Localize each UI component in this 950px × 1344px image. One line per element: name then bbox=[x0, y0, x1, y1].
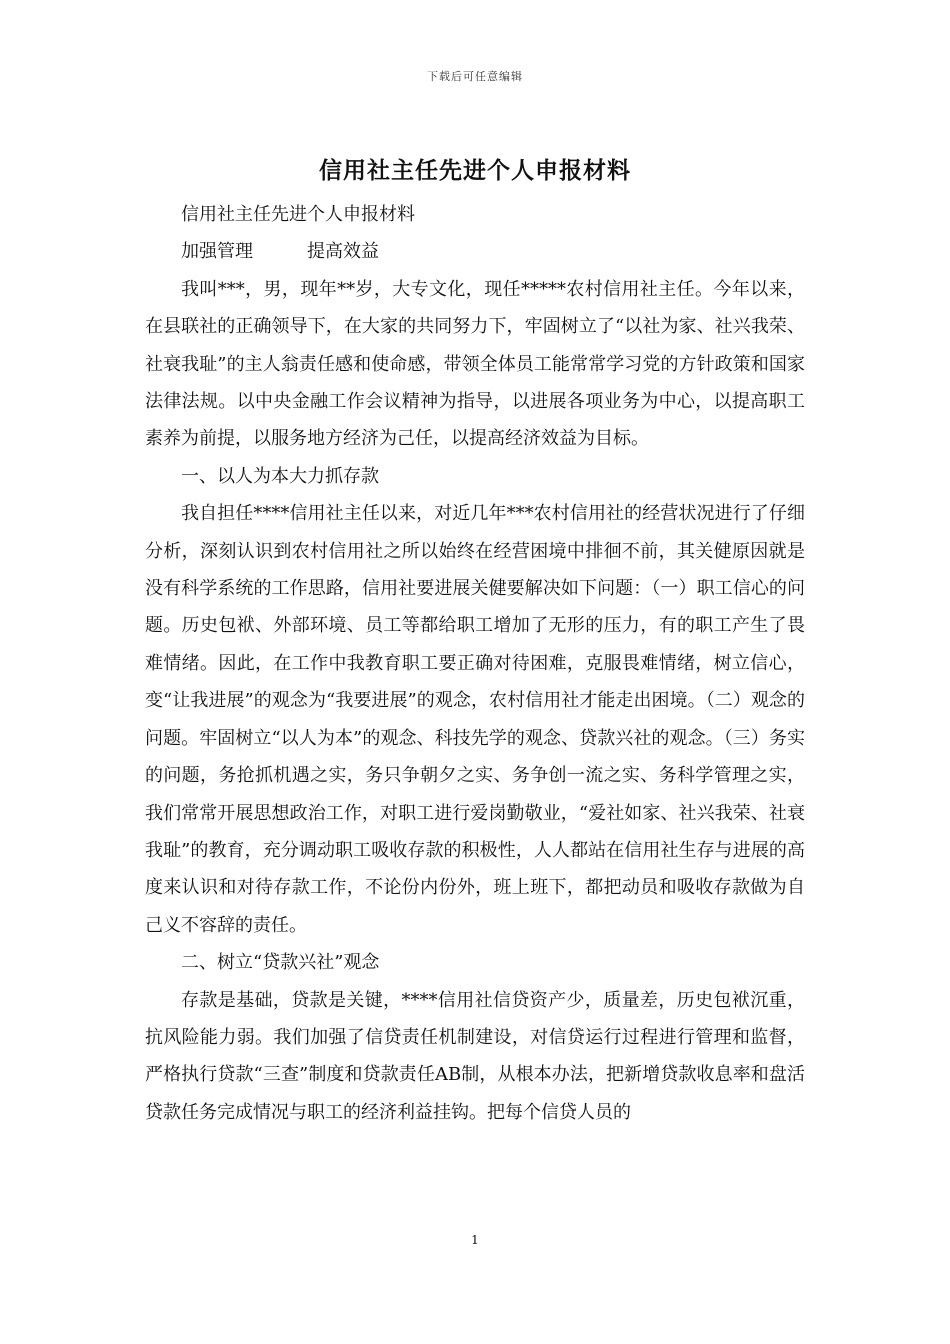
section-2-paragraph: 存款是基础，贷款是关键，****信用社信贷资产少，质量差，历史包袱沉重，抗风险能力弱。我们加强了信贷责任机制建设，对信贷运行过程进行管理和监督，严格执行贷款“三查”制度和贷款责任AB制，从根本办法，把新增贷款收息率和盘活贷款任务完成情况与职工的经济利益挂钩。把每个信贷人员的 bbox=[145, 989, 805, 1123]
intro-paragraph: 我叫***，男，现年**岁，大专文化，现任*****农村信用社主任。今年以来，在县联社的正确领导下，在大家的共同努力下，牢固树立了“以社为家、社兴我荣、社衰我耻”的主人翁责任感和使命感，带领全体员工能常常学习党的方针政策和国家法律法规。以中央金融工作会议精神为指导，以进展各项业务为中心，以提高职工素养为前提，以服务地方经济为己任，以提高经济效益为目标。 bbox=[145, 278, 805, 450]
document-body bbox=[145, 196, 805, 1131]
page-header-note: 下载后可任意编辑 bbox=[427, 70, 523, 83]
page-number: 1 bbox=[471, 1233, 479, 1247]
document-title: 信用社主任先进个人申报材料 bbox=[319, 157, 631, 184]
subtitle-paragraph: 信用社主任先进个人申报材料 bbox=[181, 204, 415, 225]
section-1-paragraph: 我自担任****信用社主任以来，对近几年***农村信用社的经营状况进行了仔细分析，深刻认识到农村信用社之所以始终在经营困境中排徊不前，其关健原因就是没有科学系统的工作思路，信用社要进展关健要解决如下问题：（一）职工信心的问题。历史包袱、外部环境、员工等都给职工增加了无形的压力，有的职工产生了畏难情绪。因此，在工作中我教育职工要正确对待困难，克服畏难情绪，树立信心，变“让我进展”的观念为“我要进展”的观念，农村信用社才能走出困境。（二）观念的问题。牢固树立“以人为本”的观念、科技先学的观念、贷款兴社的观念。（三）务实的问题，务抢抓机遇之实，务只争朝夕之实、务争创一流之实、务科学管理之实，我们常常开展思想政治工作，对职工进行爱岗勤敬业，“爱社如家、社兴我荣、社衰我耻”的教育，充分调动职工吸收存款的积极性，人人都站在信用社生存与进展的高度来认识和对待存款工作，不论份内份外，班上班下，都把动员和吸收存款做为自己义不容辞的责任。 bbox=[145, 503, 805, 936]
section-heading-2: 二、树立“贷款兴社”观念 bbox=[181, 952, 380, 974]
section-heading-1: 一、以人为本大力抓存款 bbox=[181, 465, 379, 487]
theme-line: 加强管理 提高效益 bbox=[181, 241, 379, 263]
